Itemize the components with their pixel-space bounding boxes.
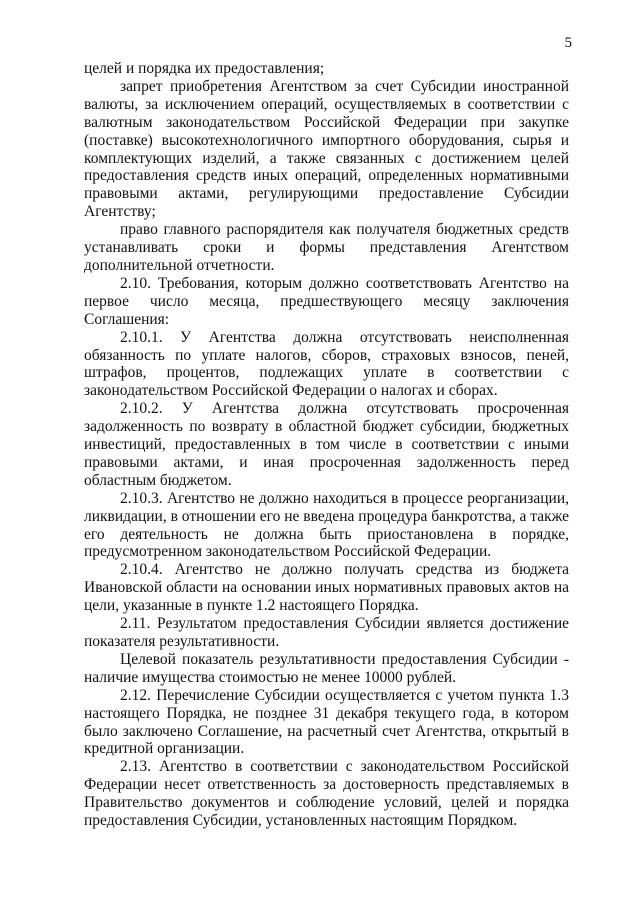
paragraph-2-10-1: 2.10.1. У Агентства должна отсутствовать неисполненная обязанность по уплате налогов, сборов, страховых взносов, пеней, штрафов, процентов, подлежащих уплате в соответствии с законодательством Российской Федерации о налогах и сборах. — [84, 328, 569, 400]
page-number: 5 — [564, 35, 572, 51]
paragraph-2-13: 2.13. Агентство в соответствии с законодательством Российской Федерации несет ответственность за достоверность представляемых в Правительство документов и соблюдение условий, целей и порядка предоставления Субсидии, установленных настоящим Порядком. — [84, 758, 569, 830]
paragraph-2-10: 2.10. Требования, которым должно соответствовать Агентство на первое число месяца, предшествующего месяцу заключения Соглашения: — [84, 274, 569, 328]
paragraph-2-12: 2.12. Перечисление Субсидии осуществляется с учетом пункта 1.3 настоящего Порядка, не позднее 31 декабря текущего года, в котором было заключено Соглашение, на расчетный счет Агентства, открытый в кредитной организации. — [84, 686, 569, 758]
document-body — [84, 60, 569, 830]
paragraph-target-indicator: Целевой показатель результативности предоставления Субсидии - наличие имущества стоимостью не менее 10000 рублей. — [84, 650, 569, 686]
paragraph-2-11: 2.11. Результатом предоставления Субсидии является достижение показателя результативности. — [84, 615, 569, 650]
paragraph-continuation: целей и порядка их предоставления; — [84, 60, 325, 77]
paragraph-2-10-2: 2.10.2. У Агентства должна отсутствовать просроченная задолженность по возврату в областной бюджет субсидии, бюджетных инвестиций, предоставленных в том числе в соответствии с иными правовыми актами, и иная просроченная задолженность перед областным бюджетом. — [84, 400, 569, 489]
paragraph-reporting-right: право главного распорядителя как получателя бюджетных средств устанавливать сроки и формы представления Агентством дополнительной отчетности. — [84, 221, 569, 274]
paragraph-2-10-3: 2.10.3. Агентство не должно находиться в процессе реорганизации, ликвидации, в отношении его не введена процедура банкротства, а также его деятельность не должна быть приостановлена в порядке, предусмотренном законодательством Российской Федерации. — [84, 489, 569, 561]
paragraph-currency-ban: запрет приобретения Агентством за счет Субсидии иностранной валюты, за исключением операций, осуществляемых в соответствии с валютным законодательством Российской Федерации при закупке (поставке) высокотехнологичного импортного оборудования, сырья и комплектующих изделий, а также связанных с достижением целей предоставления средств иных операций, определенных нормативными правовыми актами, регулирующими предоставление Субсидии Агентству; — [84, 77, 569, 221]
paragraph-2-10-4: 2.10.4. Агентство не должно получать средства из бюджета Ивановской области на основании иных нормативных правовых актов на цели, указанные в пункте 1.2 настоящего Порядка. — [84, 561, 569, 615]
